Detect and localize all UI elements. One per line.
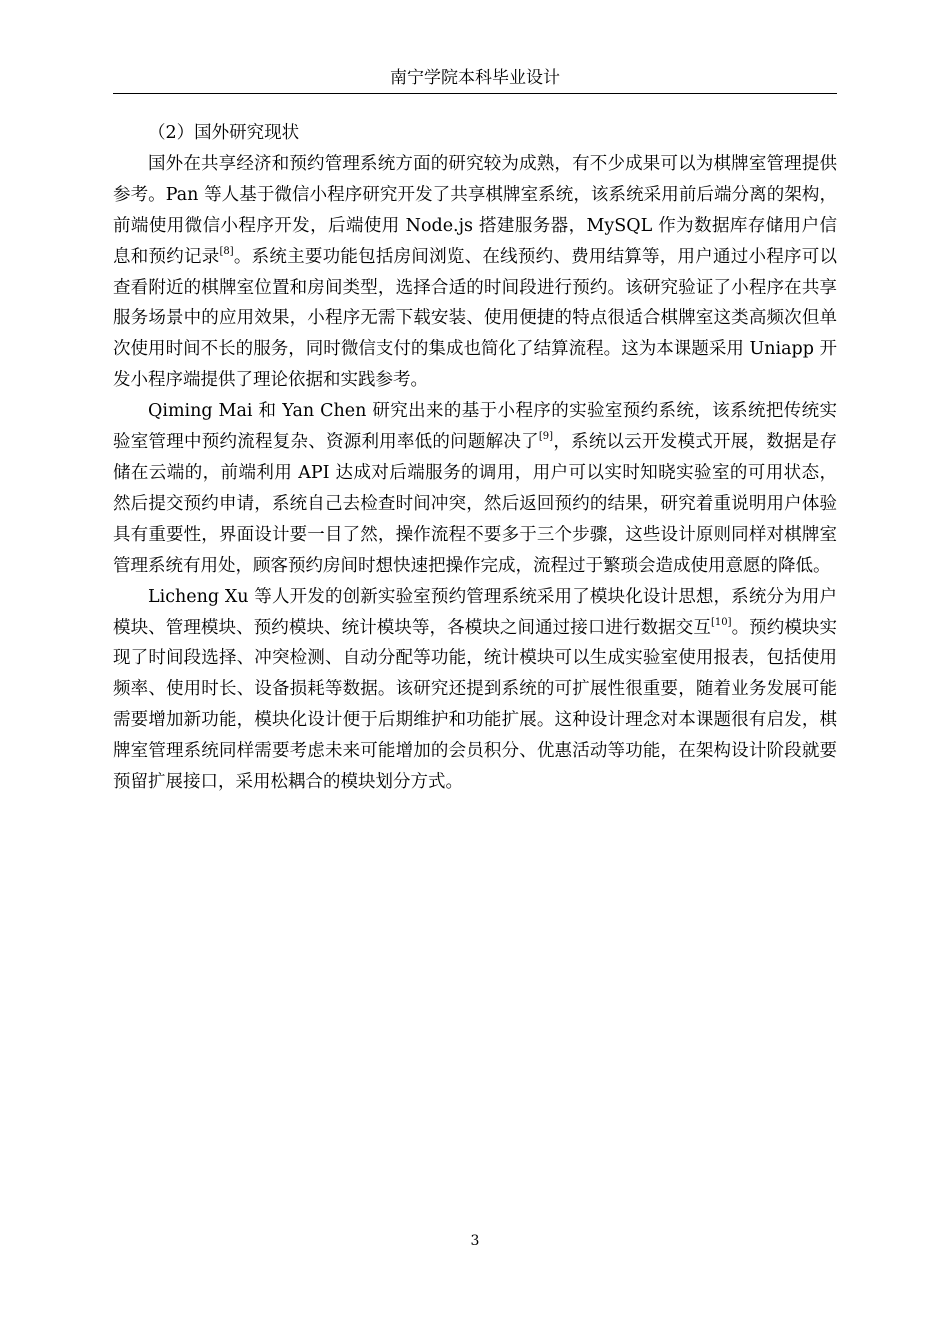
paragraph-1 xyxy=(113,149,837,396)
paragraph-1-text-b: 。系统主要功能包括房间浏览、在线预约、费用结算等，用户通过小程序可以查看附近的棋牌室位置和房间类型，选择合适的时间段进行预约。该研究验证了小程序在共享服务场景中的应用效果，小程序无需下载安装、使用便捷的特点很适合棋牌室这类高频次但单次使用时间不长的服务，同时微信支付的集成也简化了结算流程。这为本课题采用 Uniapp 开发小程序端提供了理论依据和实践参考。 xyxy=(113,246,838,391)
paragraph-3-text-b: 。预约模块实现了时间段选择、冲突检测、自动分配等功能，统计模块可以生成实验室使用报表，包括使用频率、使用时长、设备损耗等数据。该研究还提到系统的可扩展性很重要，随着业务发展可能需要增加新功能，模块化设计便于后期维护和功能扩展。这种设计理念对本课题很有启发，棋牌室管理系统同样需要考虑未来可能增加的会员积分、优惠活动等功能，在架构设计阶段就要预留扩展接口，采用松耦合的模块划分方式。 xyxy=(113,617,838,793)
citation-10: [10] xyxy=(710,616,732,628)
body-text xyxy=(113,118,837,798)
paragraph-2-text-a: Qiming Mai 和 Yan Chen 研究出来的基于小程序的实验室预约系统，该系统把传统实验室管理中预约流程复杂、资源利用率低的问题解决了 xyxy=(113,401,837,453)
citation-9: [9] xyxy=(538,431,554,443)
header-divider xyxy=(113,93,837,94)
paragraph-2-text-b: ，系统以云开发模式开展，数据是存储在云端的，前端利用 API 达成对后端服务的调用，用户可以实时知晓实验室的可用状态，然后提交预约申请，系统自己去检查时间冲突，然后返回预约的结果，研究着重说明用户体验具有重要性，界面设计要一目了然，操作流程不要多于三个步骤，这些设计原则同样对棋牌室管理系统有用处，顾客预约房间时想快速把操作完成，流程过于繁琐会造成使用意愿的降低。 xyxy=(113,432,838,576)
section-heading: （2）国外研究现状 xyxy=(148,123,300,143)
paragraph-3-text-a: Licheng Xu 等人开发的创新实验室预约管理系统采用了模块化设计思想，系统分为用户模块、管理模块、预约模块、统计模块等，各模块之间通过接口进行数据交互 xyxy=(113,586,837,638)
paragraph-2 xyxy=(113,396,837,581)
page-number: 3 xyxy=(470,1233,480,1249)
page-header-title: 南宁学院本科毕业设计 xyxy=(390,68,560,88)
paragraph-1-text-a: 国外在共享经济和预约管理系统方面的研究较为成熟，有不少成果可以为棋牌室管理提供参考。Pan 等人基于微信小程序研究开发了共享棋牌室系统，该系统采用前后端分离的架构，前端使用微信小程序开发，后端使用 Node.js 搭建服务器，MySQL 作为数据库存储用户信息和预约记录 xyxy=(113,153,837,267)
citation-8: [8] xyxy=(219,245,234,257)
paragraph-3 xyxy=(113,582,837,798)
